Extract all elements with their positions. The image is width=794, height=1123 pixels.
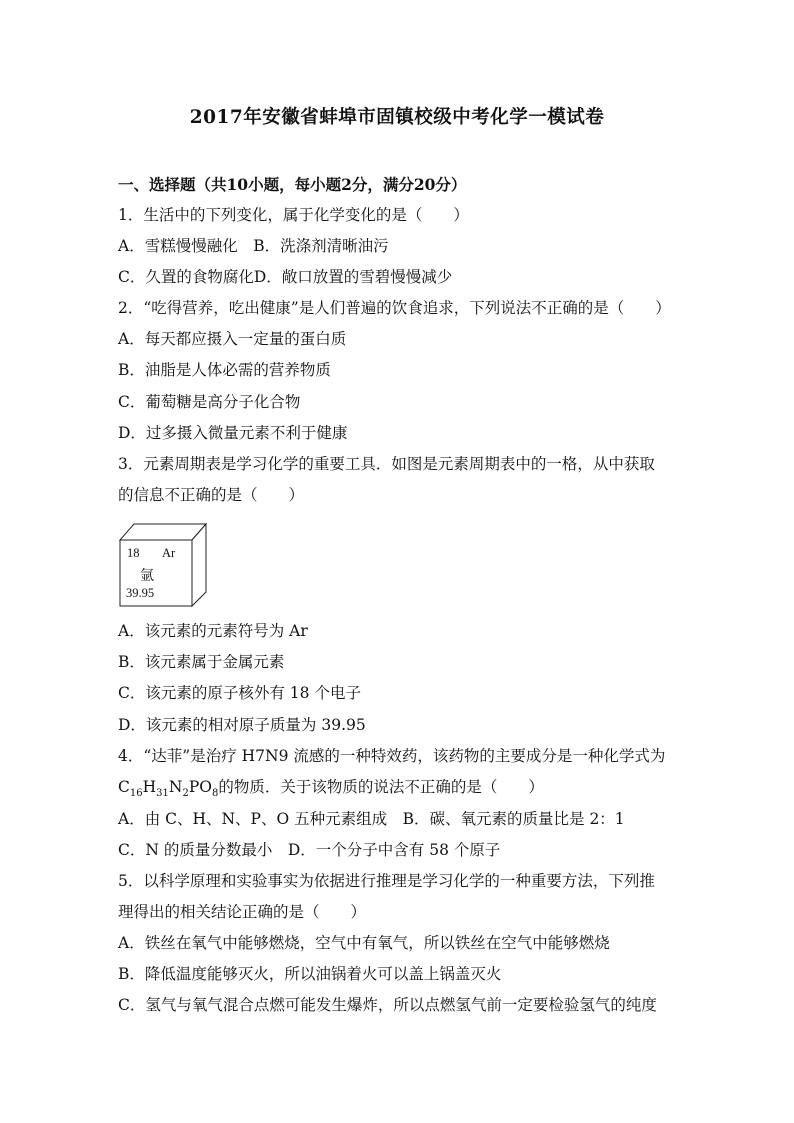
q3-option-c: C．该元素的原子核外有 18 个电子 (118, 684, 361, 702)
q1-options-cd: C．久置的食物腐化D．敞口放置的雪碧慢慢减少 (118, 268, 453, 286)
formula-h: H (142, 778, 157, 796)
q4-stem-line2 (118, 776, 544, 805)
q5-option-a: A．铁丝在氧气中能够燃烧，空气中有氧气，所以铁丝在空气中能够燃烧 (118, 934, 610, 952)
q4-options-ab: A．由 C、H、N、P、O 五种元素组成 B．碳、氧元素的质量比是 2：1 (118, 810, 625, 828)
element-symbol: Ar (162, 546, 176, 560)
q3-stem-line1: 3．元素周期表是学习化学的重要工具．如图是元素周期表中的一格，从中获取 (118, 455, 655, 473)
page-title: 2017年安徽省蚌埠市固镇校级中考化学一模试卷 (189, 107, 605, 128)
atomic-number: 18 (127, 546, 140, 560)
q5-stem-line1: 5．以科学原理和实验事实为依据进行推理是学习化学的一种重要方法，下列推 (118, 872, 655, 890)
formula-n-count: 2 (182, 788, 189, 799)
q1-stem: 1．生活中的下列变化，属于化学变化的是（ ） (118, 206, 469, 224)
section-heading: 一、选择题（共10小题，每小题2分，满分20分） (118, 175, 467, 194)
element-name: 氩 (140, 569, 154, 584)
q4-stem-line1: 4．“达菲”是治疗 H7N9 流感的一种特效药，该药物的主要成分是一种化学式为 (118, 747, 666, 765)
q2-option-b: B．油脂是人体必需的营养物质 (118, 361, 331, 379)
q2-option-d: D．过多摄入微量元素不利于健康 (118, 424, 348, 442)
q4-stem-rest: 的物质．关于该物质的说法不正确的是（ ） (218, 778, 544, 796)
q3-option-d: D．该元素的相对原子质量为 39.95 (118, 716, 366, 734)
formula-c-count: 16 (129, 788, 143, 799)
q2-option-a: A．每天都应摄入一定量的蛋白质 (118, 330, 347, 348)
formula-h-count: 31 (156, 788, 169, 799)
q5-option-c: C．氢气与氧气混合点燃可能发生爆炸，所以点燃氢气前一定要检验氢气的纯度 (118, 996, 657, 1014)
formula-o-count: 8 (211, 788, 219, 799)
formula-n: N (168, 778, 183, 796)
q4-options-cd: C．N 的质量分数最小 D．一个分子中含有 58 个原子 (118, 841, 501, 859)
q3-option-a: A．该元素的元素符号为 Ar (118, 622, 308, 640)
q3-option-b: B．该元素属于金属元素 (118, 653, 285, 671)
chemical-formula (118, 778, 219, 799)
q5-option-b: B．降低温度能够灭火，所以油锅着火可以盖上锅盖灭火 (118, 965, 502, 983)
q3-stem-line2: 的信息不正确的是（ ） (118, 486, 305, 504)
q2-stem: 2．“吃得营养，吃出健康”是人们普遍的饮食追求，下列说法不正确的是（ ） (118, 299, 671, 317)
formula-po: PO (188, 778, 212, 796)
formula-c: C (118, 778, 130, 796)
q2-option-c: C．葡萄糖是高分子化合物 (118, 393, 301, 411)
q5-stem-line2: 理得出的相关结论正确的是（ ） (118, 903, 367, 921)
periodic-table-cell (118, 522, 210, 608)
q1-options-ab: A．雪糕慢慢融化 B．洗涤剂清晰油污 (118, 237, 389, 255)
atomic-mass: 39.95 (126, 586, 155, 600)
